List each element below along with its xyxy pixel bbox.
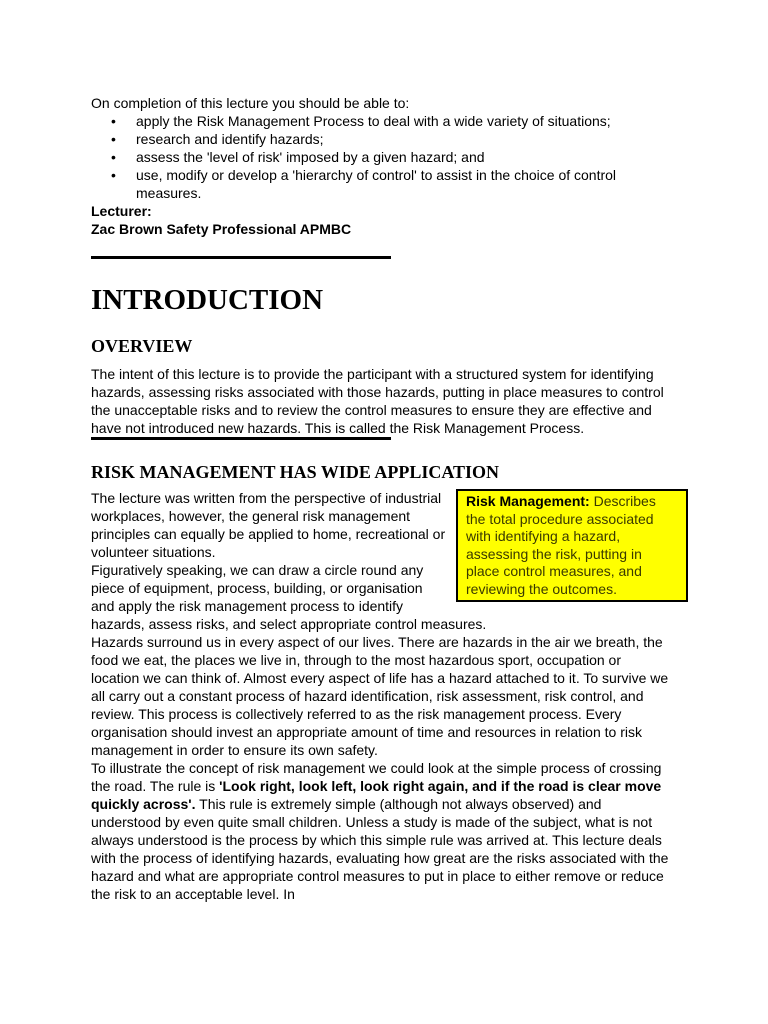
application-body: [91, 489, 671, 903]
objective-item: • use, modify or develop a 'hierarchy of control' to assist in the choice of control measures.: [91, 166, 671, 202]
objective-item: • apply the Risk Management Process to deal with a wide variety of situations;: [91, 112, 671, 130]
lecturer-label: Lecturer:: [91, 203, 152, 219]
callout-text: Describes the total procedure associated with identifying a hazard, assessing the risk, putting in place control measures, and reviewing the outcomes.: [466, 493, 656, 597]
page-title: INTRODUCTION: [91, 284, 324, 316]
paragraph: Figuratively speaking, we can draw a circle round any piece of equipment, process, building, or organisation and apply the risk management process to identify hazards, assess risks, and select appropriate control measures.: [91, 562, 487, 632]
objective-item: • research and identify hazards;: [91, 130, 671, 148]
overview-heading: OVERVIEW: [91, 336, 193, 356]
paragraph-text: This rule is extremely simple (although not always observed) and understood by even quite small children. Unless a study is made of the subject, what is not always understood is the process by which this simple rule was arrived at. This lecture deals with the process of identifying hazards, evaluating how great are the risks associated with the hazard and what are appropriate control measures to put in place to either remove or reduce the risk to an acceptable level. In: [91, 796, 669, 902]
objective-item: • assess the 'level of risk' imposed by a given hazard; and: [91, 148, 671, 166]
horizontal-rule: [91, 437, 391, 440]
definition-callout: [456, 489, 688, 602]
overview-paragraph: The intent of this lecture is to provide the participant with a structured system for identifying hazards, assessing risks associated with those hazards, putting in place measures to control the unacceptable risks and to review the control measures to ensure they are effective and have not introduced new hazards. This is called the Risk Management Process.: [91, 366, 664, 436]
application-heading: RISK MANAGEMENT HAS WIDE APPLICATION: [91, 462, 500, 482]
horizontal-rule: [91, 256, 391, 259]
paragraph: The lecture was written from the perspective of industrial workplaces, however, the general risk management principles can equally be applied to home, recreational or volunteer situations.: [91, 490, 446, 560]
paragraph-text: To illustrate the concept of risk management we could look at the simple process of crossing the road. The rule is: [91, 760, 662, 794]
objectives-list: [91, 112, 671, 202]
callout-label: Risk Management:: [466, 493, 590, 509]
document-page: [91, 94, 671, 903]
objectives-intro: On completion of this lecture you should be able to:: [91, 95, 410, 111]
lecturer-name: Zac Brown Safety Professional APMBC: [91, 221, 352, 237]
road-rule-text: 'Look right, look left, look right again, and if the road is clear move quickly across'.: [91, 778, 662, 812]
paragraph: Hazards surround us in every aspect of our lives. There are hazards in the air we breath, the food we eat, the places we live in, through to the most hazardous sport, occupation or location we can think of. Almost every aspect of life has a hazard attached to it. To survive we all carry out a constant process of hazard identification, risk assessment, risk control, and review. This process is collectively referred to as the risk management process. Every organisation should invest an appropriate amount of time and resources in relation to risk management in order to ensure its own safety.: [91, 634, 669, 758]
paragraph: [91, 759, 671, 903]
